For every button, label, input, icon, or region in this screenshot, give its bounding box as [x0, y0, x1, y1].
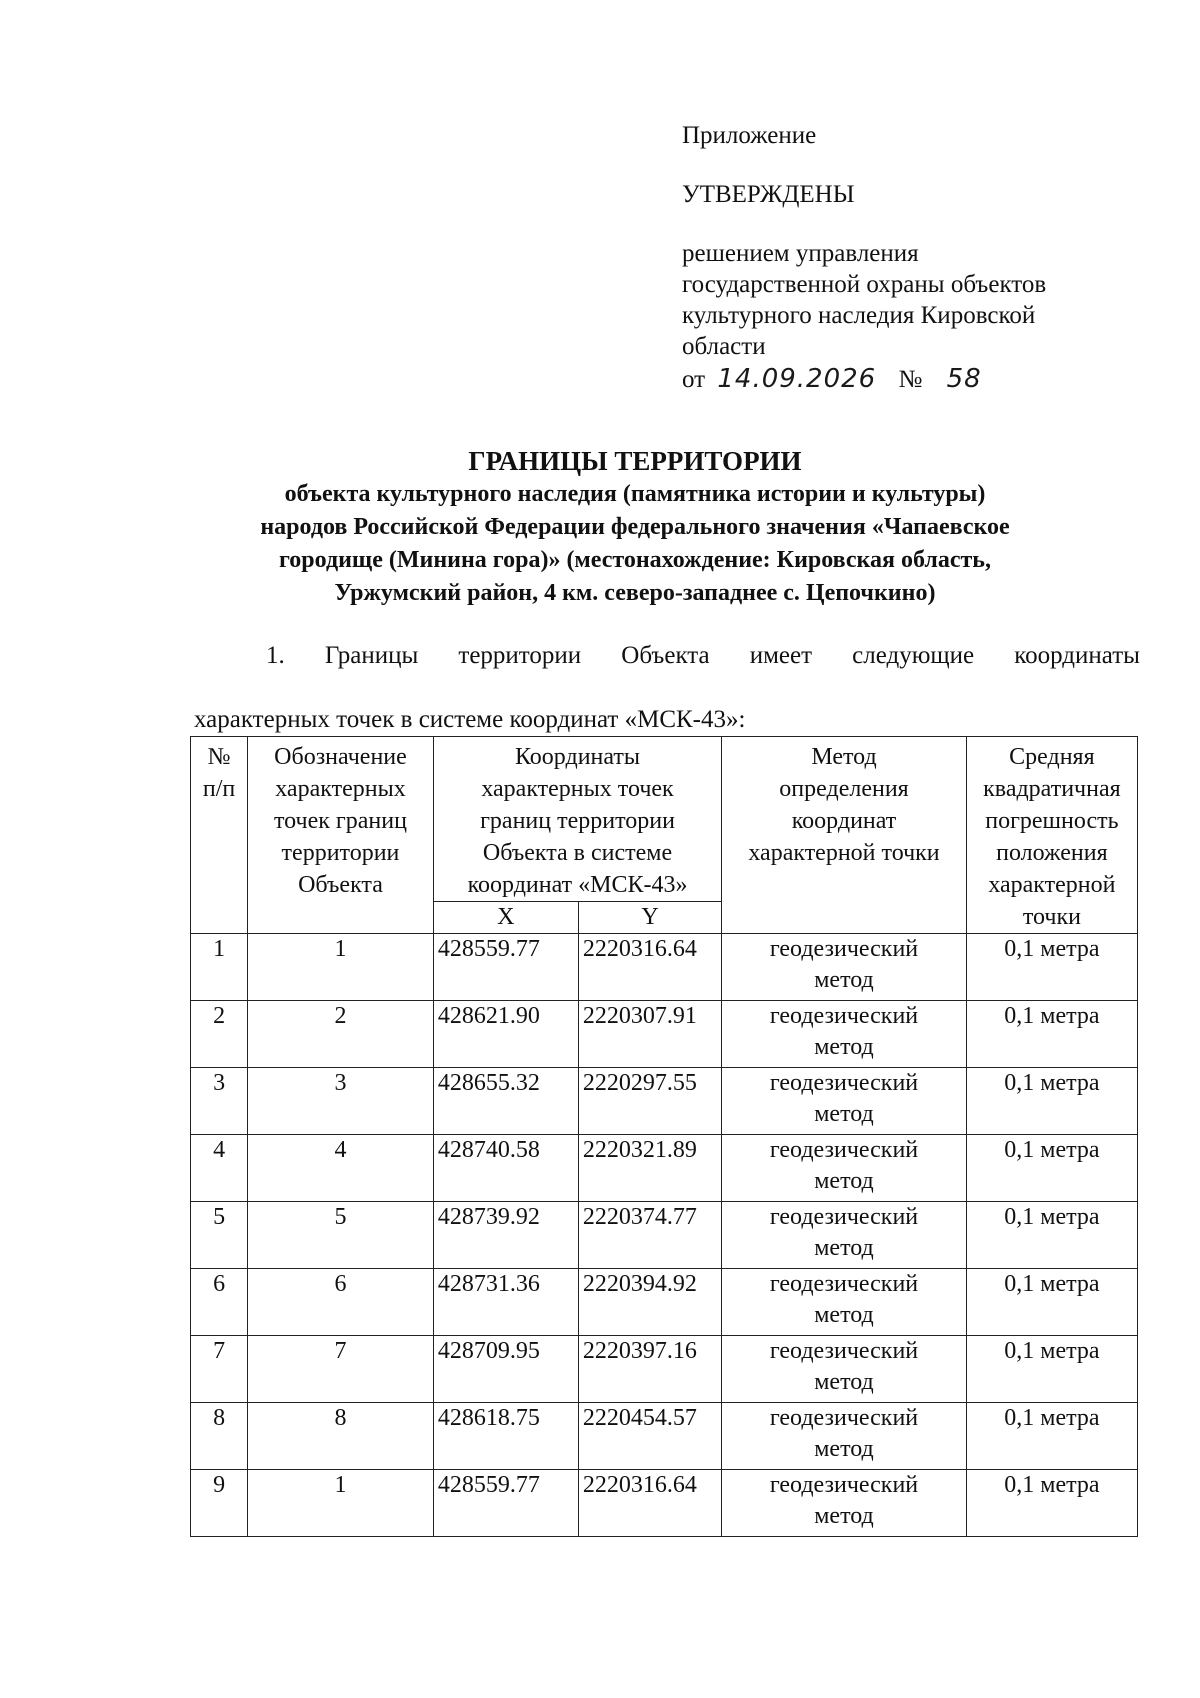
header-text: квадратичная: [983, 776, 1121, 802]
cell-point: 8: [248, 1403, 434, 1470]
table-row: [191, 1202, 1138, 1269]
header-text: характерной точки: [748, 840, 940, 866]
cell-num: 2: [191, 1001, 248, 1068]
table-row: [191, 934, 1138, 1001]
cell-point: 5: [248, 1202, 434, 1269]
cell-num: 4: [191, 1135, 248, 1202]
intro-word: координаты: [1014, 642, 1140, 669]
cell-y: 2220297.55: [578, 1068, 721, 1135]
header-text: территории: [281, 840, 400, 866]
method-text: метод: [814, 1235, 874, 1261]
number-sign: №: [898, 366, 923, 393]
cell-y: 2220374.77: [578, 1202, 721, 1269]
intro-paragraph: [194, 640, 1140, 735]
intro-word: имеет: [749, 642, 813, 669]
cell-error: 0,1 метра: [966, 1403, 1137, 1470]
title-line: городище (Минина гора)» (местонахождение: Кировская область,: [279, 547, 991, 573]
table-row: [191, 1001, 1138, 1068]
header-text: определения: [779, 776, 909, 802]
table-row: [191, 1269, 1138, 1336]
header-num: [191, 737, 248, 934]
title-line: Уржумский район, 4 км. северо-западнее с. Цепочкино): [334, 580, 936, 606]
cell-error: 0,1 метра: [966, 934, 1137, 1001]
cell-error: 0,1 метра: [966, 1001, 1137, 1068]
title-line: объекта культурного наследия (памятника истории и культуры): [284, 481, 986, 507]
cell-y: 2220316.64: [578, 934, 721, 1001]
cell-y: 2220397.16: [578, 1336, 721, 1403]
cell-point: 7: [248, 1336, 434, 1403]
header-text: Объекта: [298, 872, 383, 898]
handwritten-number: 58: [946, 364, 982, 394]
header-text: координат: [791, 808, 897, 834]
cell-num: 1: [191, 934, 248, 1001]
cell-method: [722, 1135, 967, 1202]
table-row: [191, 1403, 1138, 1470]
cell-y: 2220454.57: [578, 1403, 721, 1470]
header-coordinates: [433, 737, 721, 902]
intro-word: 1.: [266, 642, 285, 669]
cell-error: 0,1 метра: [966, 1202, 1137, 1269]
method-text: метод: [814, 1168, 874, 1194]
cell-x: 428655.32: [433, 1068, 578, 1135]
cell-point: 2: [248, 1001, 434, 1068]
cell-x: 428709.95: [433, 1336, 578, 1403]
table-row: [191, 1135, 1138, 1202]
cell-y: 2220394.92: [578, 1269, 721, 1336]
header-text: характерных: [275, 776, 406, 802]
cell-x: 428731.36: [433, 1269, 578, 1336]
cell-method: [722, 1001, 967, 1068]
cell-x: 428559.77: [433, 1470, 578, 1537]
header-text: Метод: [811, 744, 877, 770]
method-text: метод: [814, 1436, 874, 1462]
cell-error: 0,1 метра: [966, 1269, 1137, 1336]
cell-error: 0,1 метра: [966, 1135, 1137, 1202]
cell-x: 428618.75: [433, 1403, 578, 1470]
cell-method: [722, 1470, 967, 1537]
method-text: геодезический: [769, 1204, 919, 1230]
title-main: ГРАНИЦЫ ТЕРРИТОРИИ: [468, 446, 802, 476]
method-text: метод: [814, 1302, 874, 1328]
cell-num: 8: [191, 1403, 248, 1470]
cell-y: 2220307.91: [578, 1001, 721, 1068]
table-row: [191, 1068, 1138, 1135]
table-row: [191, 1470, 1138, 1537]
cell-error: 0,1 метра: [966, 1470, 1137, 1537]
header-text: положения: [996, 840, 1108, 866]
header-text: координат «МСК-43»: [467, 872, 688, 898]
header-text: характерных точек: [481, 776, 674, 802]
decision-line: решением управления: [682, 240, 919, 267]
cell-point: 1: [248, 934, 434, 1001]
cell-num: 7: [191, 1336, 248, 1403]
method-text: геодезический: [769, 1271, 919, 1297]
cell-method: [722, 1269, 967, 1336]
method-text: геодезический: [769, 1003, 919, 1029]
header-method: [722, 737, 967, 934]
cell-num: 5: [191, 1202, 248, 1269]
cell-x: 428621.90: [433, 1001, 578, 1068]
method-text: метод: [814, 1101, 874, 1127]
header-text: границ территории: [480, 808, 675, 834]
cell-point: 1: [248, 1470, 434, 1537]
cell-point: 6: [248, 1269, 434, 1336]
header-x: X: [433, 902, 578, 934]
decision-line: государственной охраны объектов: [682, 271, 1047, 298]
cell-y: 2220321.89: [578, 1135, 721, 1202]
cell-x: 428559.77: [433, 934, 578, 1001]
cell-x: 428739.92: [433, 1202, 578, 1269]
header-text: Координаты: [514, 744, 641, 770]
header-text: Объекта в системе: [482, 840, 673, 866]
method-text: метод: [814, 1503, 874, 1529]
method-text: геодезический: [769, 1137, 919, 1163]
decision-line: культурного наследия Кировской: [682, 302, 1036, 329]
method-text: метод: [814, 1034, 874, 1060]
header-text: Средняя: [1009, 744, 1095, 770]
intro-line-2: характерных точек в системе координат «МСК-43»:: [194, 706, 746, 733]
appendix-label: Приложение: [682, 122, 817, 149]
intro-word: территории: [458, 642, 582, 669]
decision-date-row: [682, 364, 1152, 395]
intro-word: следующие: [852, 642, 975, 669]
method-text: метод: [814, 967, 874, 993]
coordinates-table: [190, 736, 1138, 1537]
header-text: точки: [1022, 904, 1081, 930]
intro-word: Объекта: [621, 642, 710, 669]
cell-y: 2220316.64: [578, 1470, 721, 1537]
intro-word: Границы: [324, 642, 419, 669]
method-text: геодезический: [769, 936, 919, 962]
cell-x: 428740.58: [433, 1135, 578, 1202]
header-y: Y: [578, 902, 721, 934]
cell-num: 9: [191, 1470, 248, 1537]
method-text: геодезический: [769, 1405, 919, 1431]
handwritten-date: 14.09.2026: [717, 364, 877, 394]
method-text: геодезический: [769, 1338, 919, 1364]
document-title: [200, 444, 1070, 610]
date-prefix: от: [682, 366, 706, 393]
cell-method: [722, 1336, 967, 1403]
header-text: характерной: [988, 872, 1116, 898]
header-designation: [248, 737, 434, 934]
method-text: геодезический: [769, 1472, 919, 1498]
header-text: Обозначение: [274, 744, 407, 770]
header-text: п/п: [202, 776, 236, 802]
cell-method: [722, 934, 967, 1001]
intro-line-1: [194, 640, 1140, 671]
cell-method: [722, 1202, 967, 1269]
header-text: точек границ: [273, 808, 407, 834]
header-error: [966, 737, 1137, 934]
cell-method: [722, 1403, 967, 1470]
cell-error: 0,1 метра: [966, 1336, 1137, 1403]
cell-method: [722, 1068, 967, 1135]
decision-line: области: [682, 333, 766, 360]
cell-num: 6: [191, 1269, 248, 1336]
cell-point: 4: [248, 1135, 434, 1202]
title-line: народов Российской Федерации федерального значения «Чапаевское: [260, 514, 1010, 540]
header-text: №: [207, 744, 231, 770]
table-row: [191, 1336, 1138, 1403]
approved-label: УТВЕРЖДЕНЫ: [682, 181, 855, 208]
approval-block: [682, 120, 1152, 395]
method-text: метод: [814, 1369, 874, 1395]
method-text: геодезический: [769, 1070, 919, 1096]
cell-point: 3: [248, 1068, 434, 1135]
cell-num: 3: [191, 1068, 248, 1135]
cell-error: 0,1 метра: [966, 1068, 1137, 1135]
header-text: погрешность: [985, 808, 1119, 834]
